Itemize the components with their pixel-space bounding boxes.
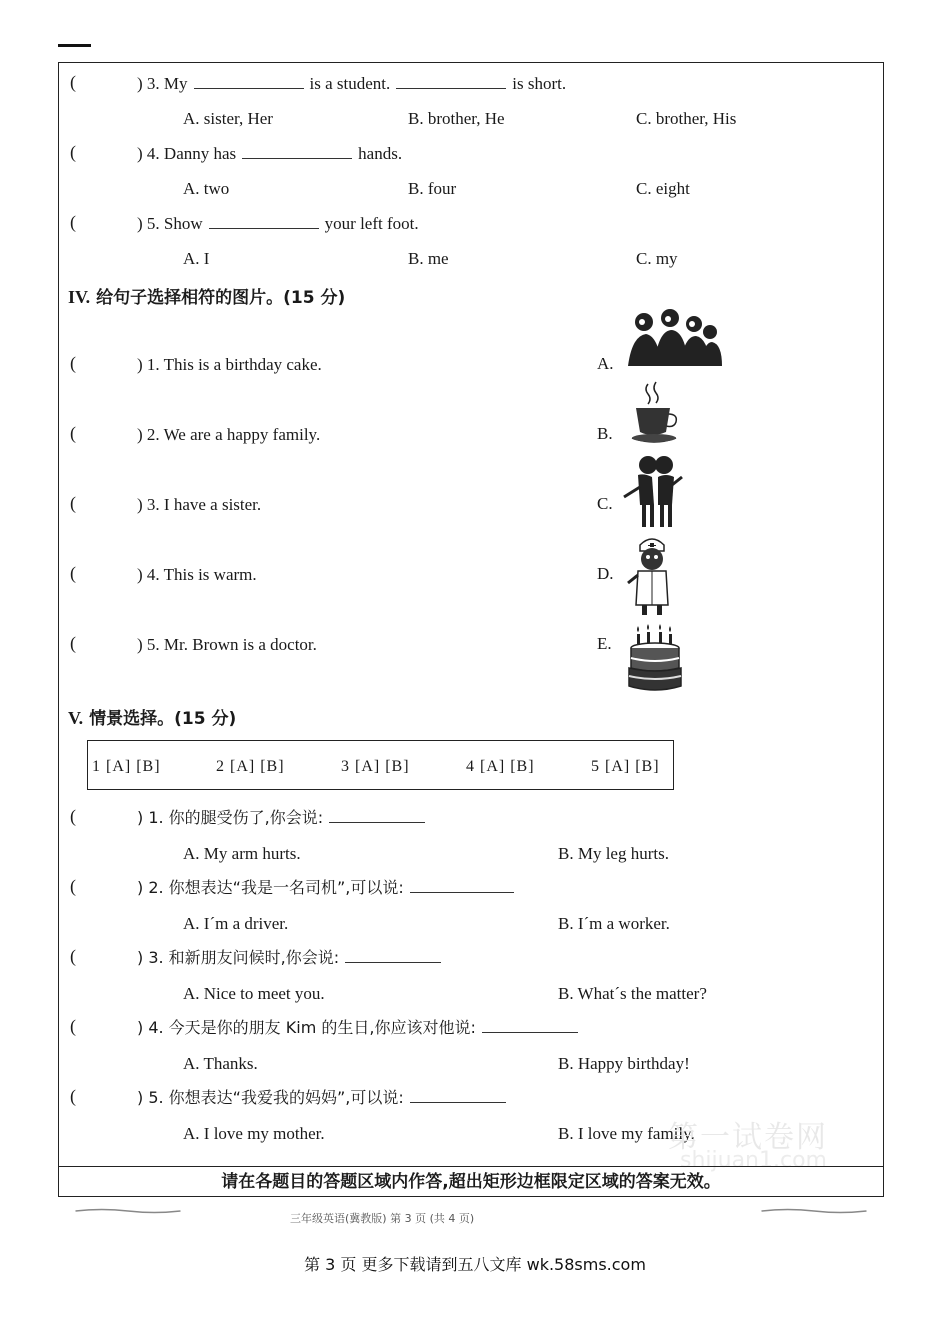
option-a: A. two (183, 179, 230, 198)
answer-sheet-box (87, 740, 674, 790)
match-item-5: ) 5. Mr. Brown is a doctor. (137, 635, 317, 654)
answer-paren: ( (70, 353, 76, 373)
situation-item-2: ) 2. 你想表达“我是一名司机”,可以说: (137, 877, 520, 899)
option-a: A. Thanks. (183, 1054, 258, 1073)
top-dash-mark (58, 44, 91, 47)
watermark-url: shijuan1.com (680, 1148, 827, 1173)
answer-choice-2[interactable]: 2 [A] [B] (216, 758, 285, 775)
blank-line[interactable] (410, 878, 514, 893)
option-a: A. I love my mother. (183, 1124, 325, 1143)
answer-paren: ( (70, 1086, 76, 1106)
watermark-text: 第一试卷网 (668, 1120, 828, 1155)
answer-paren: ( (70, 946, 76, 966)
question-3: ) 3. My is a student. is short. (137, 74, 567, 93)
option-c: C. my (636, 249, 678, 268)
blank-line[interactable] (329, 808, 425, 823)
picture-label-e: E. (597, 634, 612, 653)
answer-choice-5[interactable]: 5 [A] [B] (591, 758, 660, 775)
picture-label-d: D. (597, 564, 614, 583)
answer-paren: ( (70, 563, 76, 583)
match-item-3: ) 3. I have a sister. (137, 495, 262, 514)
blank-line[interactable] (209, 214, 319, 229)
option-c: C. eight (636, 179, 690, 198)
answer-paren: ( (70, 1016, 76, 1036)
option-a: A. I´m a driver. (183, 914, 289, 933)
answer-paren: ( (70, 212, 76, 232)
option-b: B. What´s the matter? (558, 984, 707, 1003)
hot-cup-icon (628, 380, 680, 444)
option-b: B. brother, He (408, 109, 505, 128)
answer-paren: ( (70, 876, 76, 896)
doctor-icon (624, 535, 680, 617)
option-a: A. My arm hurts. (183, 844, 301, 863)
option-b: B. I´m a worker. (558, 914, 670, 933)
option-a: A. Nice to meet you. (183, 984, 325, 1003)
option-b: B. I love my family. (558, 1124, 695, 1143)
blank-line[interactable] (242, 144, 352, 159)
situation-item-5: ) 5. 你想表达“我爱我的妈妈”,可以说: (137, 1087, 512, 1109)
answer-paren: ( (70, 72, 76, 92)
situation-item-1: ) 1. 你的腿受伤了,你会说: (137, 807, 431, 829)
section-4-title: IV. 给句子选择相符的图片。(15 分) (68, 287, 346, 308)
answer-paren: ( (70, 633, 76, 653)
match-item-1: ) 1. This is a birthday cake. (137, 355, 322, 374)
blank-line[interactable] (345, 948, 441, 963)
two-girls-icon (620, 453, 690, 533)
option-b: B. me (408, 249, 449, 268)
option-c: C. brother, His (636, 109, 737, 128)
picture-label-b: B. (597, 424, 613, 443)
question-5: ) 5. Show your left foot. (137, 214, 419, 233)
blank-line[interactable] (482, 1018, 578, 1033)
picture-label-c: C. (597, 494, 613, 513)
option-a: A. sister, Her (183, 109, 273, 128)
option-a: A. I (183, 249, 210, 268)
blank-line[interactable] (194, 74, 304, 89)
answer-paren: ( (70, 423, 76, 443)
picture-label-a: A. (597, 354, 614, 373)
section-5-title: V. 情景选择。(15 分) (68, 708, 237, 729)
situation-item-3: ) 3. 和新朋友问候时,你会说: (137, 947, 447, 969)
situation-item-4: ) 4. 今天是你的朋友 Kim 的生日,你应该对他说: (137, 1017, 584, 1039)
answer-paren: ( (70, 806, 76, 826)
page-footer-line: 三年级英语(冀教版) 第 3 页 (共 4 页) (290, 1212, 475, 1225)
match-item-2: ) 2. We are a happy family. (137, 425, 321, 444)
option-b: B. Happy birthday! (558, 1054, 690, 1073)
decorative-border-left (58, 1208, 198, 1214)
answer-paren: ( (70, 142, 76, 162)
birthday-cake-icon (626, 624, 684, 694)
answer-choice-4[interactable]: 4 [A] [B] (466, 758, 535, 775)
answer-choice-1[interactable]: 1 [A] [B] (92, 758, 161, 775)
answer-choice-3[interactable]: 3 [A] [B] (341, 758, 410, 775)
match-item-4: ) 4. This is warm. (137, 565, 257, 584)
bottom-download-note: 第 3 页 更多下载请到五八文库 wk.58sms.com (304, 1255, 646, 1274)
decorative-border-right (744, 1208, 884, 1214)
blank-line[interactable] (410, 1088, 506, 1103)
option-b: B. four (408, 179, 457, 198)
footer-notice: 请在各题目的答题区域内作答,超出矩形边框限定区域的答案无效。 (58, 1166, 884, 1197)
question-4: ) 4. Danny has hands. (137, 144, 403, 163)
answer-paren: ( (70, 493, 76, 513)
blank-line[interactable] (396, 74, 506, 89)
option-b: B. My leg hurts. (558, 844, 669, 863)
family-group-icon (622, 308, 726, 370)
